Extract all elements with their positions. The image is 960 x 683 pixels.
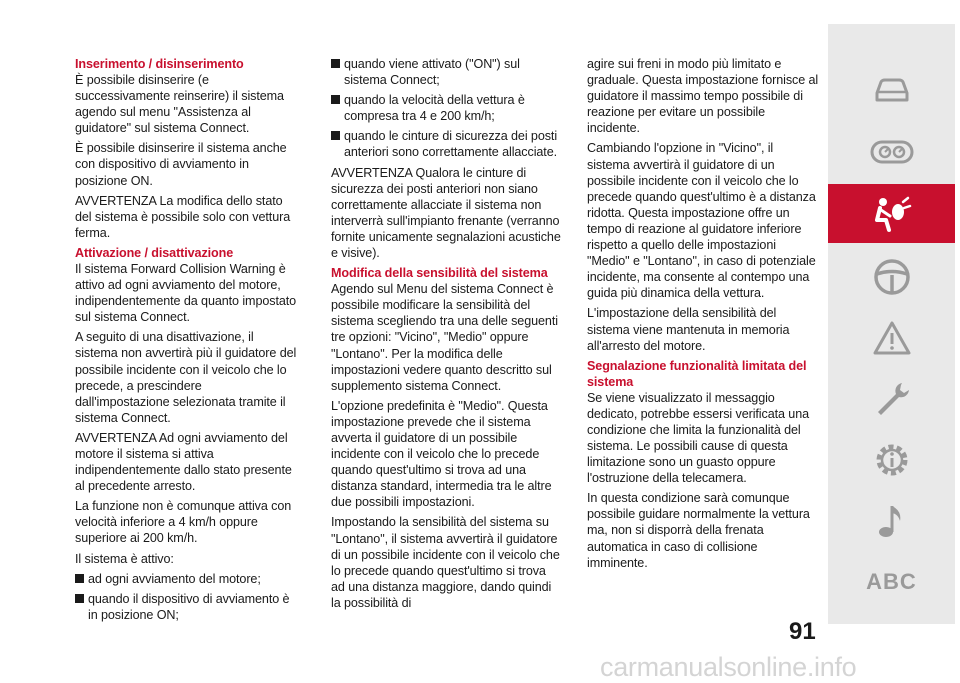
bullet-item <box>75 591 297 623</box>
paragraph: La funzione non è comunque attiva con velocità inferiore a 4 km/h oppure superiore ai 200 km/h. <box>75 499 292 546</box>
bullet-square-icon <box>331 95 340 104</box>
warning-paragraph: AVVERTENZA Qualora le cinture di sicurezza dei posti anteriori non siano correttamente allacciate il sistema non interverrà sull'impianto frenante (verranno fornite unicamente segnalazioni acustiche e visive). <box>331 165 561 261</box>
bullet-text: ad ogni avviamento del motore; <box>88 571 261 586</box>
warning-paragraph: AVVERTENZA La modifica dello stato del sistema è possibile solo con vettura ferma. <box>75 193 291 240</box>
airbag-passenger-icon <box>870 194 914 234</box>
bullet-square-icon <box>75 594 84 603</box>
bullet-text: quando viene attivato ("ON") sul sistema Connect; <box>344 57 520 88</box>
sidebar-item-specs[interactable] <box>828 430 955 489</box>
sidebar-item-driving[interactable] <box>828 247 955 306</box>
warning-triangle-icon <box>872 319 912 357</box>
sidebar-item-multimedia[interactable] <box>828 491 955 550</box>
section-heading-sensibilita: Modifica della sensibilità del sistema <box>331 266 548 281</box>
bullet-text: quando le cinture di sicurezza dei posti anteriori sono correttamente allacciate. <box>344 129 558 160</box>
paragraph: agire sui freni in modo più limitato e graduale. Questa impostazione fornisce al guidatore il massimo tempo possibile di reazione per evitare un possibile incidente. <box>587 57 819 136</box>
paragraph: Il sistema è attivo: <box>75 551 174 566</box>
text-column-3 <box>587 56 819 575</box>
bullet-item <box>331 56 563 88</box>
paragraph: È possibile disinserire il sistema anche con dispositivo di avviamento in posizione ON. <box>75 141 287 188</box>
bullet-item <box>331 128 563 160</box>
chapter-sidebar <box>828 24 955 624</box>
section-heading-segnalazione: Segnalazione funzionalità limitata del sistema <box>587 358 807 389</box>
sidebar-item-maintenance[interactable] <box>828 369 955 428</box>
warning-paragraph: AVVERTENZA Ad ogni avviamento del motore il sistema si attiva indipendentemente dallo stato presente al precedente arresto. <box>75 430 292 494</box>
abc-icon: ABC <box>866 568 917 594</box>
paragraph: L'opzione predefinita è "Medio". Questa impostazione prevede che il sistema avverta il guidatore di un possibile incidente con il veicolo che lo precede quando quest'ultimo si trova ad una distanza standard, intermedia tra le altre due possibili impostazioni. <box>331 398 552 510</box>
bullet-square-icon <box>331 131 340 140</box>
gear-info-icon <box>872 440 912 480</box>
bullet-text: quando il dispositivo di avviamento è in posizione ON; <box>88 591 290 622</box>
dashboard-gauges-icon <box>870 139 914 167</box>
paragraph: L'impostazione della sensibilità del sistema viene mantenuta in memoria all'arresto del motore. <box>587 306 790 353</box>
watermark: carmanualsonline.info <box>600 652 857 682</box>
steering-wheel-icon <box>872 257 912 297</box>
sidebar-item-warnings[interactable] <box>828 308 955 367</box>
paragraph: Agendo sul Menu del sistema Connect è possibile modificare la sensibilità del sistema scegliendo tra una delle seguenti tre opzioni: "Vicino", "Medio" oppure "Lontano". Per la modifica delle impostazioni vedere quanto descritto sul supplemento sistema Connect. <box>331 282 558 393</box>
paragraph: In questa condizione sarà comunque possibile guidare normalmente la vettura ma, non si disporrà della frenata automatica in caso di collisione imminente. <box>587 491 810 570</box>
paragraph: Cambiando l'opzione in "Vicino", il sistema avvertirà il guidatore di un possibile incidente con il veicolo che lo precede quando quest'ultimo è a distanza ridotta. Questa impostazione offre un tempo di reazione al guidatore inferiore rispetto a quello delle impostazioni "Medio" e "Lontano", in caso di potenziale incidente, ma consente al contempo una guida più dinamica della vettura. <box>587 141 816 301</box>
paragraph: Il sistema Forward Collision Warning è attivo ad ogni avviamento del motore, indipendentemente da quanto impostato sul sistema Connect. <box>75 261 297 325</box>
sidebar-item-index[interactable] <box>828 552 955 611</box>
text-column-1 <box>75 56 297 627</box>
paragraph: È possibile disinserire (e successivamente reinserire) il sistema agendo sul menu "Assistenza al guidatore" sul sistema Connect. <box>75 73 284 136</box>
bullet-square-icon <box>331 59 340 68</box>
text-column-2 <box>331 56 563 615</box>
section-heading-attivazione: Attivazione / disattivazione <box>75 245 234 260</box>
paragraph: A seguito di una disattivazione, il sistema non avvertirà più il guidatore del possibile incidente con il veicolo che lo precede, a prescindere dall'impostazione selezionata tramite il sistema Connect. <box>75 330 297 425</box>
wrench-icon <box>872 379 912 419</box>
section-heading-inserimento: Inserimento / disinserimento <box>75 57 244 71</box>
sidebar-item-car[interactable] <box>828 60 955 119</box>
page-number: 91 <box>789 618 816 645</box>
sidebar-item-dashboard[interactable] <box>828 123 955 182</box>
bullet-square-icon <box>75 574 84 583</box>
paragraph: Se viene visualizzato il messaggio dedicato, potrebbe essersi verificata una condizione che limita la funzionalità del sistema. Le possibili cause di questa limitazione sono un guasto oppure l'ostruzione della telecamera. <box>587 390 810 486</box>
bullet-item <box>75 571 297 587</box>
music-note-icon <box>874 501 910 541</box>
bullet-item <box>331 92 563 124</box>
sidebar-item-safety[interactable] <box>828 184 955 243</box>
bullet-text: quando la velocità della vettura è compresa tra 4 e 200 km/h; <box>344 93 525 124</box>
paragraph: Impostando la sensibilità del sistema su "Lontano", il sistema avvertirà il guidatore di un possibile incidente con il veicolo che lo precede quando quest'ultimo si trova ad una distanza maggiore, dando quindi la possibilità di <box>331 515 560 610</box>
car-icon <box>872 75 912 105</box>
